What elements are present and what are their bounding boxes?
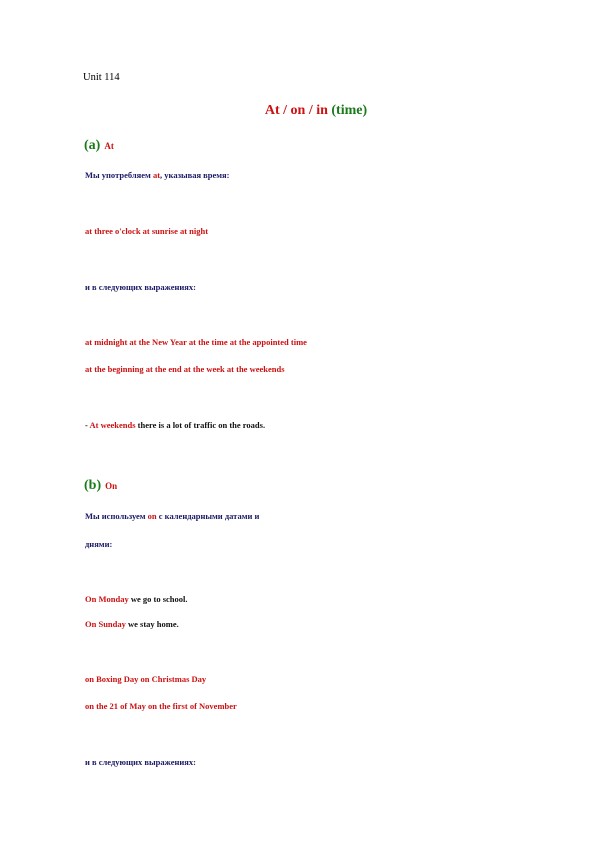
section-a-word: At	[104, 141, 114, 151]
title-separator-1: /	[279, 103, 291, 118]
section-a-intro-prefix: Мы употребляем	[85, 170, 153, 180]
section-b-examples-2: on the 21 of May on the first of November	[85, 701, 237, 711]
section-b-intro-prefix: Мы используем	[85, 511, 148, 521]
section-b-heading	[84, 476, 117, 495]
section-b-sentence-2-rest: we stay home.	[125, 619, 179, 629]
section-b-word: On	[105, 481, 118, 491]
section-b-sentence-1-rest: we go to school.	[128, 594, 188, 604]
section-a-examples-1: at three o'clock at sunrise at night	[85, 226, 209, 236]
section-b-intro-keyword: on	[147, 511, 157, 521]
title-at: At	[264, 103, 280, 118]
title-time: (time)	[327, 103, 368, 118]
section-a-examples-2: at midnight at the New Year at the time at the appointed time	[85, 337, 307, 347]
section-a-sentence	[85, 420, 265, 431]
section-b-intro	[85, 511, 259, 522]
section-b-sentence-1-keyword: On Monday	[85, 594, 129, 604]
unit-label: Unit 114	[83, 72, 120, 83]
title-separator-2: /	[305, 103, 317, 118]
section-a-examples-3: at the beginning at the end at the week at the weekends	[85, 364, 285, 374]
section-a-intro	[85, 170, 230, 181]
title-on: on	[290, 103, 306, 118]
section-a-sentence-keyword: At weekends	[89, 420, 136, 430]
section-a-intro-2: и в следующих выражениях:	[85, 282, 196, 292]
section-a-intro-keyword: at	[152, 170, 161, 180]
section-b-letter: (b)	[84, 478, 102, 493]
section-a-heading	[84, 136, 114, 155]
section-a-sentence-rest: there is a lot of traffic on the roads.	[135, 420, 266, 430]
section-b-intro-suffix: с календарными датами и	[156, 511, 260, 521]
section-b-examples-1: on Boxing Day on Christmas Day	[85, 674, 207, 684]
title-in: in	[316, 103, 328, 118]
section-b-sentence-2	[85, 619, 179, 630]
section-b-intro-cont: днями:	[85, 539, 113, 549]
section-b-intro-2: и в следующих выражениях:	[85, 757, 196, 767]
section-a-intro-suffix: , указывая время:	[160, 170, 230, 180]
section-a-letter: (a)	[84, 138, 101, 153]
page-title	[0, 102, 595, 119]
section-b-sentence-1	[85, 594, 188, 605]
section-b-sentence-2-keyword: On Sunday	[85, 619, 126, 629]
section-a-sentence-dash: -	[85, 420, 90, 430]
